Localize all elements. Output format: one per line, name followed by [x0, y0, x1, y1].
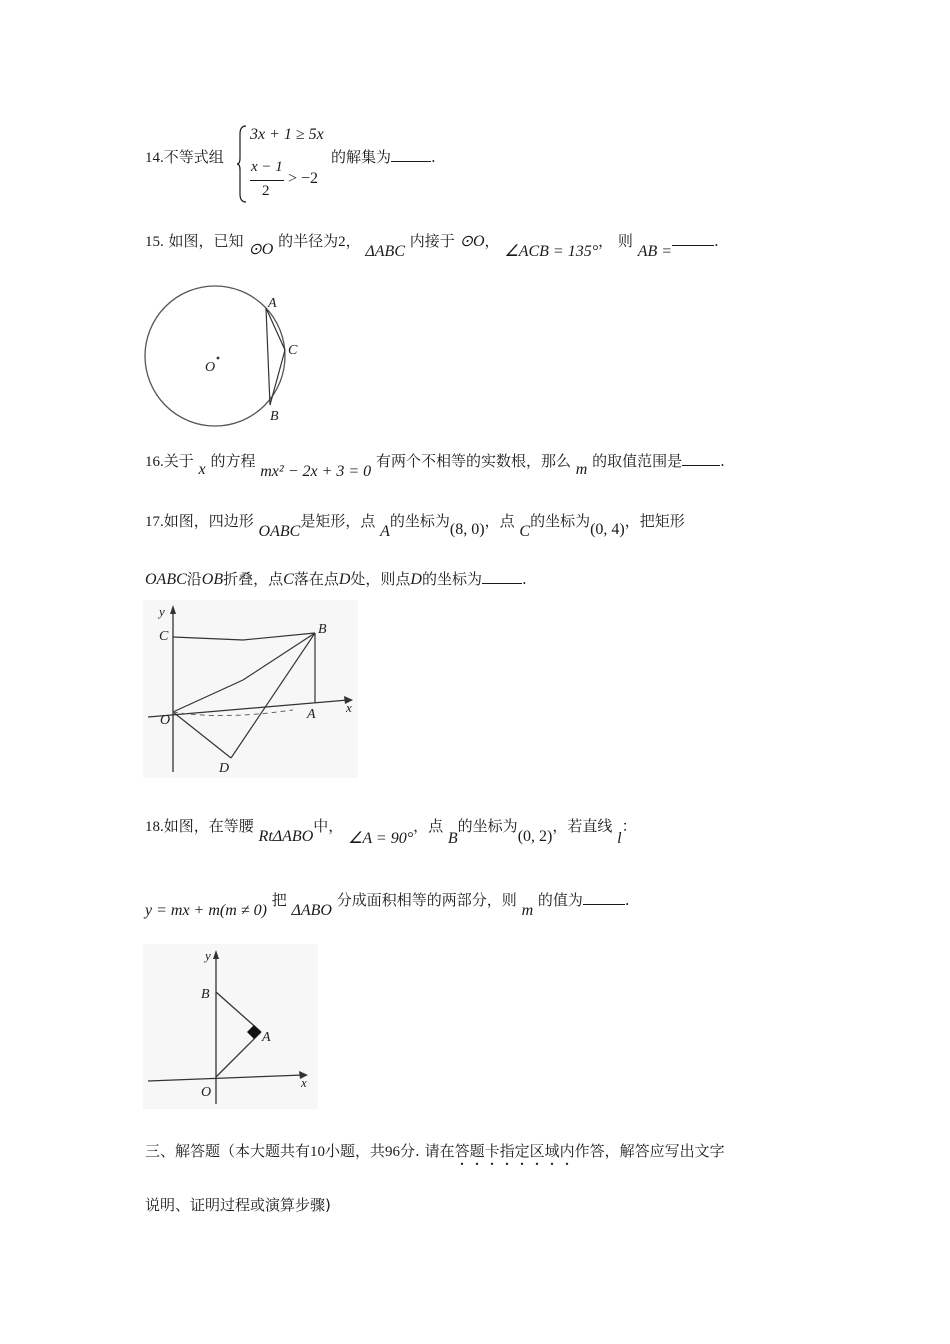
- q17-label-b: B: [318, 622, 327, 637]
- q15-line: [145, 230, 719, 260]
- q15-label-c: C: [288, 343, 298, 358]
- q17-label-x: x: [346, 700, 352, 715]
- q17-figure: [143, 600, 358, 778]
- q18-t4: 的坐标为: [457, 817, 518, 835]
- q18-coord-b: (0, 2): [517, 828, 553, 845]
- q17-answer-blank[interactable]: [482, 582, 522, 584]
- q15-t1: 如图，已知: [168, 232, 244, 250]
- q18-label-o: O: [201, 1085, 212, 1100]
- q16-t4: 的取值范围是: [592, 452, 683, 470]
- q14-eq1: 3x + 1 ≥ 5x: [250, 126, 324, 143]
- q18-angle: ∠A = 90°: [348, 830, 414, 847]
- q16-number: 16.: [145, 454, 164, 470]
- q17-t4: 点: [499, 512, 515, 530]
- q18-l2-m: m: [521, 902, 534, 919]
- q18-answer-blank[interactable]: [583, 903, 625, 905]
- q17-label-c: C: [159, 629, 169, 644]
- q15-circle: ⊙O: [248, 241, 274, 258]
- q14-text2: 的解集为: [331, 148, 392, 166]
- q17-label-y: y: [159, 604, 165, 619]
- q18-label-y: y: [205, 948, 211, 963]
- q17-l2-t2: 折叠，点: [223, 570, 284, 588]
- q15-answer-blank[interactable]: [672, 244, 714, 246]
- q18-equation: y = mx + m(m ≠ 0): [145, 902, 267, 919]
- q17-quad: OABC: [258, 523, 301, 540]
- q15-label-o: O: [205, 360, 216, 375]
- section3-t2: 小题，共: [325, 1142, 386, 1160]
- q18-point-b: B: [447, 830, 458, 847]
- section3-heading-line1: [145, 1140, 725, 1169]
- q18-number: 18.: [145, 819, 164, 835]
- q18-t5: ，若直线: [552, 817, 613, 835]
- section3-line2: 说明、证明过程或演算步骤): [145, 1196, 331, 1214]
- q18-label-x: x: [301, 1075, 307, 1090]
- q18-end: .: [624, 891, 630, 909]
- q14-line: [145, 146, 224, 167]
- q16-equation: mx² − 2x + 3 = 0: [260, 463, 372, 480]
- q17-ob: OB: [201, 571, 224, 588]
- q17-l2-t1: 沿: [186, 570, 202, 588]
- q17-t6: ，把矩形: [624, 512, 685, 530]
- q15-segment-cb: [270, 350, 285, 405]
- q15-label-b: B: [270, 409, 279, 424]
- q16-answer-blank[interactable]: [682, 464, 720, 466]
- q18-t3: ，点: [413, 817, 444, 835]
- q15-number: 15.: [145, 234, 164, 250]
- q17-coord-a: (8, 0): [449, 521, 485, 538]
- q18-line1: [145, 815, 637, 847]
- q15-circle2: ⊙O: [459, 233, 485, 250]
- q18-l2-t3: 的值为: [537, 891, 583, 909]
- q18-l2-t1: 把: [271, 891, 287, 909]
- section3-n2: 96: [385, 1144, 401, 1160]
- q17-l2-t4: 处，则点: [350, 570, 411, 588]
- q18-l2-triangle: ΔABO: [291, 902, 332, 919]
- q17-t3: 的坐标为: [389, 512, 450, 530]
- q17-t1: 如图，四边形: [163, 512, 254, 530]
- q17-label-a: A: [307, 707, 316, 722]
- q17-l2-t5: 的坐标为: [421, 570, 482, 588]
- q17-comma: ，: [484, 512, 500, 530]
- q16-x: x: [198, 461, 206, 478]
- q14-brace: [236, 124, 248, 204]
- q16-t1: 关于: [163, 452, 194, 470]
- q17-coord-c: (0, 4): [590, 521, 625, 538]
- q17-line2: [145, 568, 527, 589]
- q17-l2-t3: 落在点: [293, 570, 339, 588]
- q17-number: 17.: [145, 514, 164, 530]
- q17-line1: [145, 510, 685, 540]
- q15-center-dot: [217, 357, 220, 360]
- q15-t2: 的半径为: [278, 232, 339, 250]
- section3-emphasis: 答题卡指定区域内: [454, 1142, 575, 1160]
- q15-t3: 内接于: [409, 232, 455, 250]
- q17-point-a: A: [380, 523, 390, 540]
- q15-segment-ab: [266, 308, 270, 405]
- q15-ab: AB =: [637, 243, 673, 260]
- q15-t4: 则: [617, 232, 633, 250]
- q18-figure: [143, 944, 318, 1109]
- q16-end: .: [720, 452, 725, 470]
- q15-end: .: [714, 232, 719, 250]
- q15-comma2: ，: [598, 232, 614, 250]
- q15-comma1: ，: [484, 232, 500, 250]
- q18-colon: ：: [621, 817, 637, 835]
- q14-eq2-denominator: 2: [262, 183, 270, 199]
- q17-label-o: O: [160, 713, 171, 728]
- q17-quad2: OABC: [145, 571, 187, 588]
- q17-point-c: C: [519, 523, 531, 540]
- q17-label-d: D: [219, 761, 230, 776]
- q17-l2-d2: D: [410, 571, 422, 588]
- section3-t3: 分. 请在: [400, 1142, 455, 1160]
- q15-triangle: ΔABC: [365, 243, 405, 260]
- q14-tail: [331, 146, 436, 167]
- q18-label-a: A: [262, 1030, 271, 1045]
- q15-angle: ∠ACB = 135°: [504, 243, 599, 260]
- q15-label-a: A: [268, 296, 277, 311]
- section3-t1: 三、解答题（本大题共有: [145, 1142, 311, 1160]
- q15-segment-ac: [266, 308, 285, 350]
- q17-end: .: [521, 570, 527, 588]
- q16-t2: 的方程: [210, 452, 256, 470]
- q18-t1: 如图，在等腰: [163, 817, 254, 835]
- q17-l2-c: C: [283, 571, 294, 588]
- q18-t2: 中，: [313, 817, 344, 835]
- q16-t3: 有两个不相等的实数根，那么: [375, 452, 571, 470]
- q18-l2-t2: 分成面积相等的两部分，则: [336, 891, 517, 909]
- q17-t5: 的坐标为: [530, 512, 591, 530]
- q14-number: 14.: [145, 150, 164, 166]
- q16-m: m: [575, 461, 588, 478]
- q16-line: [145, 450, 725, 480]
- q14-end: .: [431, 148, 436, 166]
- section3-t4: 作答，解答应写出文字: [574, 1142, 725, 1160]
- section3-n1: 10: [310, 1144, 326, 1160]
- q14-text1: 不等式组: [163, 148, 224, 166]
- q15-circle-shape: [145, 286, 285, 426]
- q14-answer-blank[interactable]: [391, 160, 431, 162]
- q18-label-b: B: [201, 987, 210, 1002]
- q18-line2: [145, 889, 630, 919]
- q14-fraction-bar: [250, 180, 284, 181]
- q18-triangle: RtΔABO: [258, 828, 314, 845]
- q15-figure: [143, 283, 308, 428]
- q17-t2: 是矩形，点: [300, 512, 376, 530]
- q15-radius: 2，: [338, 234, 361, 250]
- q14-eq2-rest: > −2: [288, 170, 319, 187]
- section3-heading-line2: [145, 1194, 331, 1215]
- q14-eq2-numerator: x − 1: [251, 159, 283, 175]
- q18-line-l: l: [617, 830, 622, 847]
- q17-l2-d: D: [338, 571, 351, 588]
